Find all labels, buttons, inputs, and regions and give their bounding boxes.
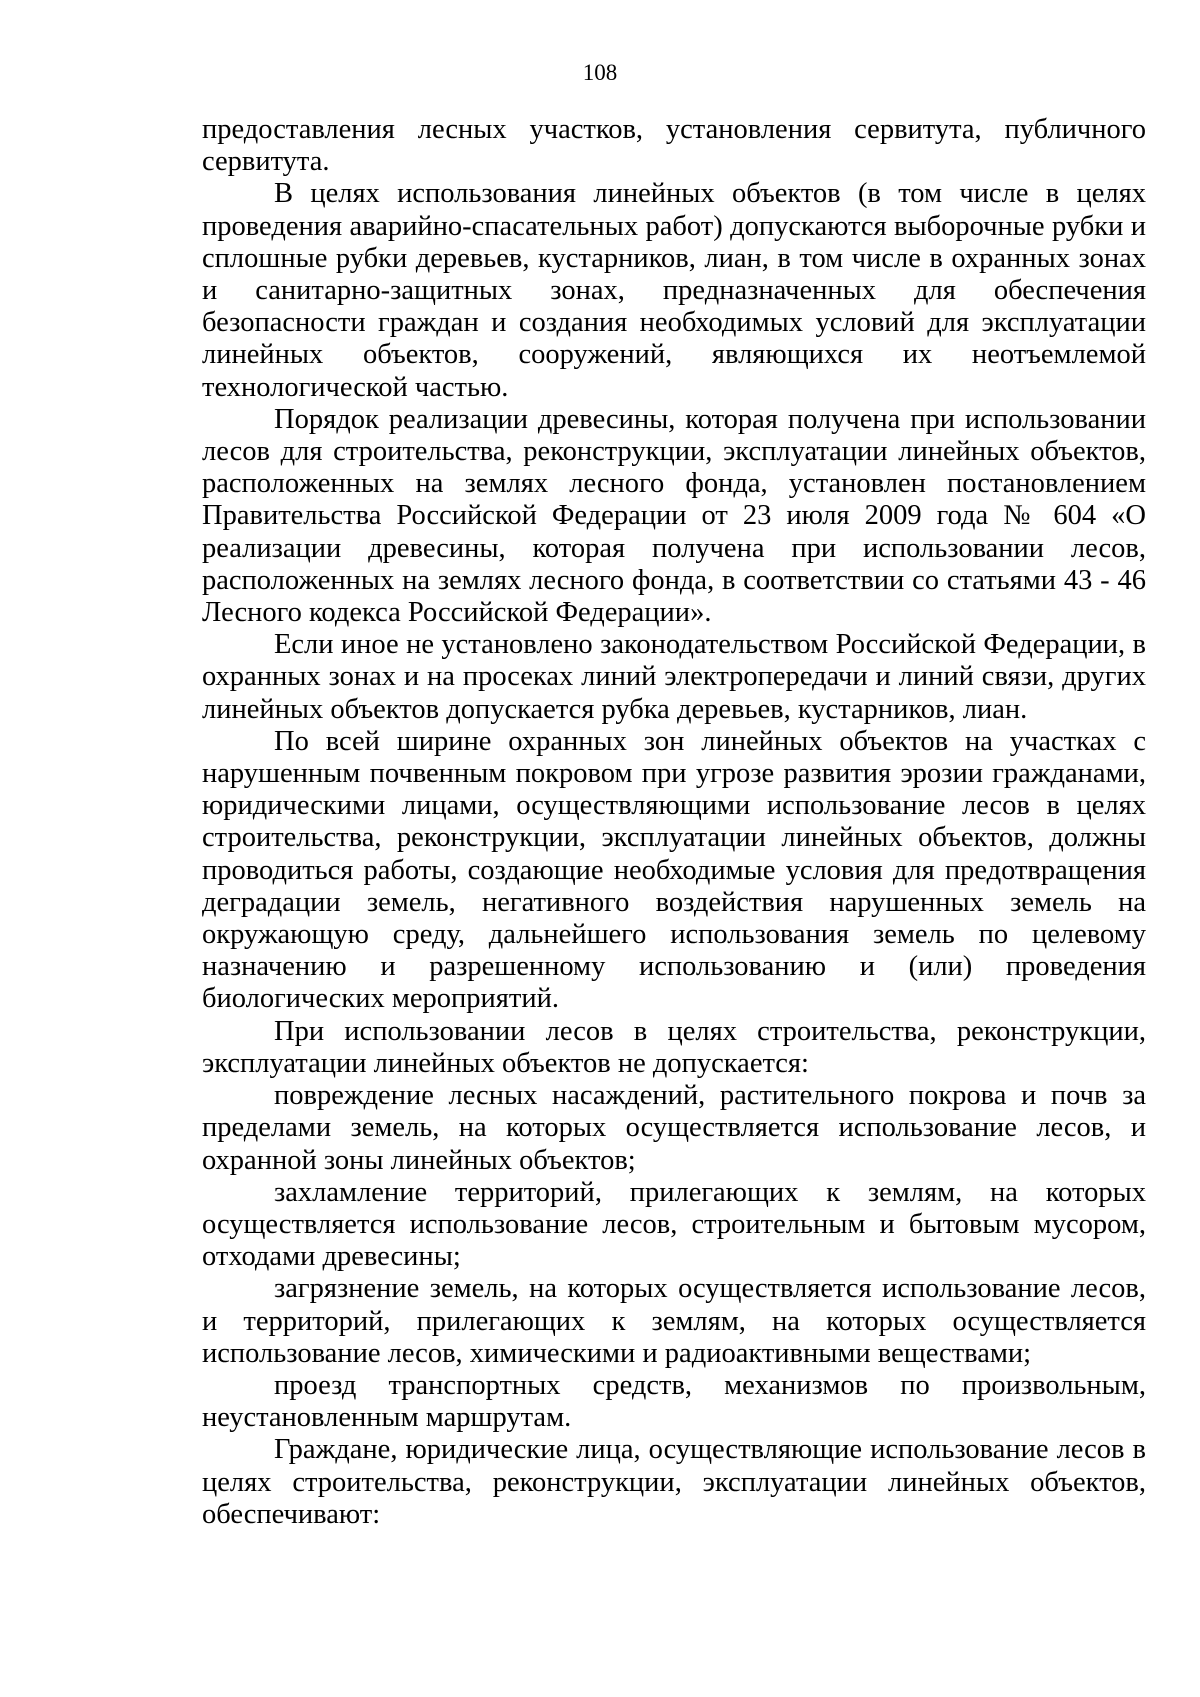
page-number: 108 xyxy=(582,60,618,85)
list-item-vehicle-passage: проезд транспортных средств, механизмов по произвольным, неустановленным маршрутам. xyxy=(202,1369,1146,1434)
list-item-littering: захламление территорий, прилегающих к землям, на которых осуществляется использование лесов, строительным и бытовым мусором, отходами древесины; xyxy=(202,1176,1146,1273)
paragraph-protection-zones-felling: Если иное не установлено законодательством Российской Федерации, в охранных зонах и на просеках линий электропередачи и линий связи, других линейных объектов допускается рубка деревьев, кустарников, лиан. xyxy=(202,629,1146,725)
paragraph-prohibitions-intro: При использовании лесов в целях строительства, реконструкции, эксплуатации линейных объектов не допускается: xyxy=(202,1015,1146,1079)
paragraph-linear-objects-felling: В целях использования линейных объектов (в том числе в целях проведения аварийно-спасательных работ) допускаются выборочные рубки и сплошные рубки деревьев, кустарников, лиан, в том числе в охранных зонах и санитарно-защитных зонах, предназначенных для обеспечения безопасности граждан и создания необходимых условий для эксплуатации линейных объектов, сооружений, являющихся их неотъемлемой технологической частью. xyxy=(202,178,1146,403)
list-item-pollution: загрязнение земель, на которых осуществляется использование лесов, и территорий, прилегающих к землям, на которых осуществляется использование лесов, химическими и радиоактивными веществами; xyxy=(202,1273,1146,1369)
paragraph-timber-sale-order: Порядок реализации древесины, которая получена при использовании лесов для строительства, реконструкции, эксплуатации линейных объектов, расположенных на землях лесного фонда, установлен постановлением Правительства Российской Федерации от 23 июля 2009 года № 604 «О реализации древесины, которая получена при использовании лесов, расположенных на землях лесного фонда, в соответствии со статьями 43 - 46 Лесного кодекса Российской Федерации». xyxy=(202,403,1146,629)
paragraph-obligations-intro: Граждане, юридические лица, осуществляющие использование лесов в целях строительства, реконструкции, эксплуатации линейных объектов, обеспечивают: xyxy=(202,1434,1146,1530)
paragraph-erosion-works: По всей ширине охранных зон линейных объектов на участках с нарушенным почвенным покровом при угрозе развития эрозии гражданами, юридическими лицами, осуществляющими использование лесов в целях строительства, реконструкции, эксплуатации линейных объектов, должны проводиться работы, создающие необходимые условия для предотвращения деградации земель, негативного воздействия нарушенных земель на окружающую среду, дальнейшего использования земель по целевому назначению и разрешенному использованию и (или) проведения биологических мероприятий. xyxy=(202,725,1146,1015)
list-item-damage: повреждение лесных насаждений, растительного покрова и почв за пределами земель, на которых осуществляется использование лесов, и охранной зоны линейных объектов; xyxy=(202,1080,1146,1176)
document-body xyxy=(202,114,1146,1531)
paragraph-continuation: предоставления лесных участков, установления сервитута, публичного сервитута. xyxy=(202,114,1146,178)
